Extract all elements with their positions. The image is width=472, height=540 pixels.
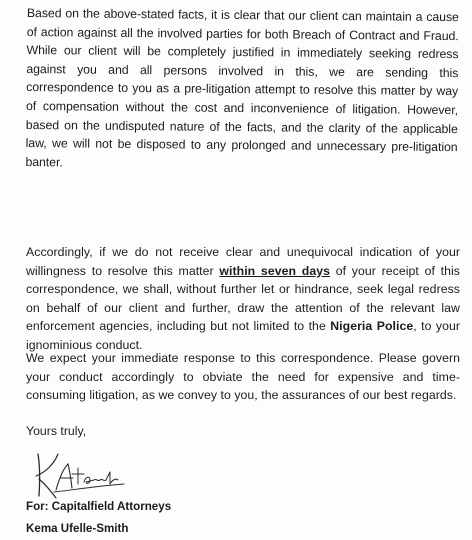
paragraph-expectation: We expect your immediate response to this correspondence. Please govern your conduct accordingly to obviate the need for expensive and time-consuming litigation, as we convey to you, the assurances of our best regards.	[26, 351, 460, 403]
paragraph-ultimatum	[26, 243, 460, 355]
paragraph-legal-basis: Based on the above-stated facts, it is clear that our client can maintain a cause of action against all the involved parties for both Breach of Contract and Fraud. While our client will be completely justified in immediately seeking redress against you and all persons involved in this, we are sending this correspondence to you as a pre-litigation attempt to resolve this matter by way of compensation without the cost and inconvenience of litigation. However, based on the undisputed nature of the facts, and the clarity of the applicable law, we will not be disposed to any prolonged and unnecessary pre-litigation banter.	[25, 5, 459, 170]
deadline-emphasis: within seven days	[219, 263, 330, 278]
agency-emphasis: Nigeria Police	[330, 319, 414, 334]
closing-salutation: Yours truly,	[26, 424, 87, 438]
ultimatum-text-part-2: of your receipt of this correspondence, we shall, without further let or hindrance, seek legal redress on behalf of our client and further, draw the attention of the relevant law enforcement agencies, including but not limited to the	[26, 263, 460, 334]
ultimatum-text-part-1: Accordingly, if we do not receive clear and unequivocal indication of your willingness to resolve this matter	[26, 245, 460, 278]
signatory-name: Kema Ufelle-Smith	[26, 522, 129, 535]
ultimatum-text-part-3: , to your ignominious conduct.	[26, 319, 460, 352]
signatory-firm: For: Capitalfield Attorneys	[26, 500, 172, 513]
